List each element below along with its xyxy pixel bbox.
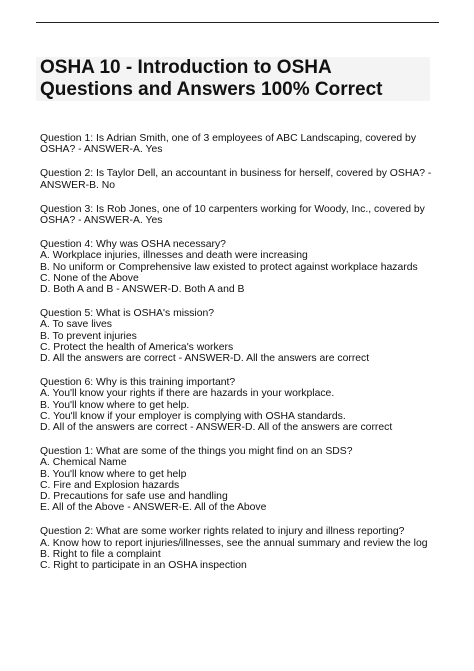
option-text: C. None of the Above (40, 272, 139, 284)
top-divider (36, 22, 439, 23)
question-text: Question 2: What are some worker rights related to injury and illness reporting? (40, 526, 405, 538)
question-block (40, 204, 460, 226)
question-block (40, 133, 460, 155)
question-text: Question 4: Why was OSHA necessary? (40, 239, 226, 251)
question-block (40, 239, 460, 295)
question-block (40, 526, 460, 571)
document-title (40, 57, 440, 101)
answer-text: ANSWER-B. No (40, 179, 116, 191)
question-block (40, 446, 460, 513)
option-text: B. You'll know where to get help (40, 468, 187, 480)
answer-text: OSHA? - ANSWER-A. Yes (40, 215, 163, 227)
option-text: C. Protect the health of America's workers (40, 341, 234, 353)
questions-list (40, 133, 460, 584)
option-text: D. Precautions for safe use and handling (40, 491, 228, 503)
question-text: Question 3: Is Rob Jones, one of 10 carpenters working for Woody, Inc., covered by (40, 203, 425, 215)
option-text: A. Workplace injuries, illnesses and death were increasing (40, 250, 308, 262)
question-text: Question 1: What are some of the things you might find on an SDS? (40, 446, 353, 458)
option-text: B. You'll know where to get help. (40, 399, 190, 411)
option-text: B. To prevent injuries (40, 330, 137, 342)
question-text: Question 6: Why is this training important? (40, 377, 236, 389)
question-text: Question 2: Is Taylor Dell, an accountant in business for herself, covered by OSHA? - (40, 168, 432, 180)
option-text: B. Right to file a complaint (40, 548, 161, 560)
option-text: A. To save lives (40, 319, 112, 331)
option-text: C. Fire and Explosion hazards (40, 479, 180, 491)
title-line-1: OSHA 10 - Introduction to OSHA (40, 57, 332, 78)
option-text: C. Right to participate in an OSHA inspection (40, 560, 247, 572)
question-block (40, 377, 460, 433)
answer-text: E. All of the Above - ANSWER-E. All of the Above (40, 502, 267, 514)
question-block (40, 308, 460, 364)
answer-text: OSHA? - ANSWER-A. Yes (40, 144, 163, 156)
option-text: A. You'll know your rights if there are hazards in your workplace. (40, 388, 335, 400)
title-line-2: Questions and Answers 100% Correct (40, 79, 383, 100)
answer-text: D. All the answers are correct - ANSWER-D. All the answers are correct (40, 353, 370, 365)
question-text: Question 5: What is OSHA's mission? (40, 308, 215, 320)
question-text: Question 1: Is Adrian Smith, one of 3 employees of ABC Landscaping, covered by (40, 133, 417, 144)
option-text: A. Know how to report injuries/illnesses, see the annual summary and review the log (40, 537, 428, 549)
answer-text: D. All of the answers are correct - ANSWER-D. All of the answers are correct (40, 422, 393, 434)
option-text: A. Chemical Name (40, 457, 127, 469)
option-text: C. You'll know if your employer is complying with OSHA standards. (40, 410, 346, 422)
option-text: B. No uniform or Comprehensive law existed to protect against workplace hazards (40, 261, 418, 273)
answer-text: D. Both A and B - ANSWER-D. Both A and B (40, 284, 245, 296)
question-block (40, 168, 460, 190)
